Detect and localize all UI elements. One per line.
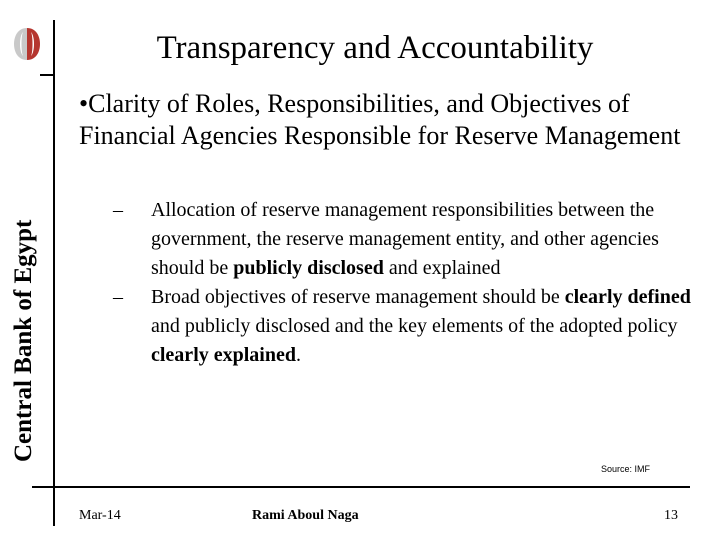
footer-author: Rami Aboul Naga: [252, 508, 359, 523]
vertical-divider: [53, 20, 55, 526]
source-note: Source: IMF: [600, 464, 650, 474]
main-bullet-text: Clarity of Roles, Responsibilities, and Objectives of Financial Agencies Responsible for Reserve Management: [79, 89, 681, 150]
sub-bullet-text: Allocation of reserve management responsibilities between the government, the reserve management entity, and other agencies should be publicly disclosed and explained: [151, 199, 659, 279]
central-bank-logo-icon: [12, 26, 42, 62]
side-label: Central Bank of Egypt: [10, 219, 37, 462]
dash-symbol: –: [113, 199, 123, 221]
slide-title: Transparency and Accountability: [156, 30, 594, 66]
footer-divider: [32, 486, 690, 488]
dash-symbol: –: [113, 286, 123, 308]
sub-bullet-text: Broad objectives of reserve management should be clearly defined and publicly disclosed and the key elements of the adopted policy clearly explained.: [151, 286, 691, 366]
footer-date: Mar-14: [79, 508, 121, 523]
list-item: [113, 283, 693, 370]
bullet-symbol: •: [79, 89, 89, 118]
page-number: 13: [664, 508, 678, 523]
sub-bullet-list: [113, 196, 693, 370]
main-bullet: [79, 88, 694, 152]
list-item: [113, 196, 693, 283]
